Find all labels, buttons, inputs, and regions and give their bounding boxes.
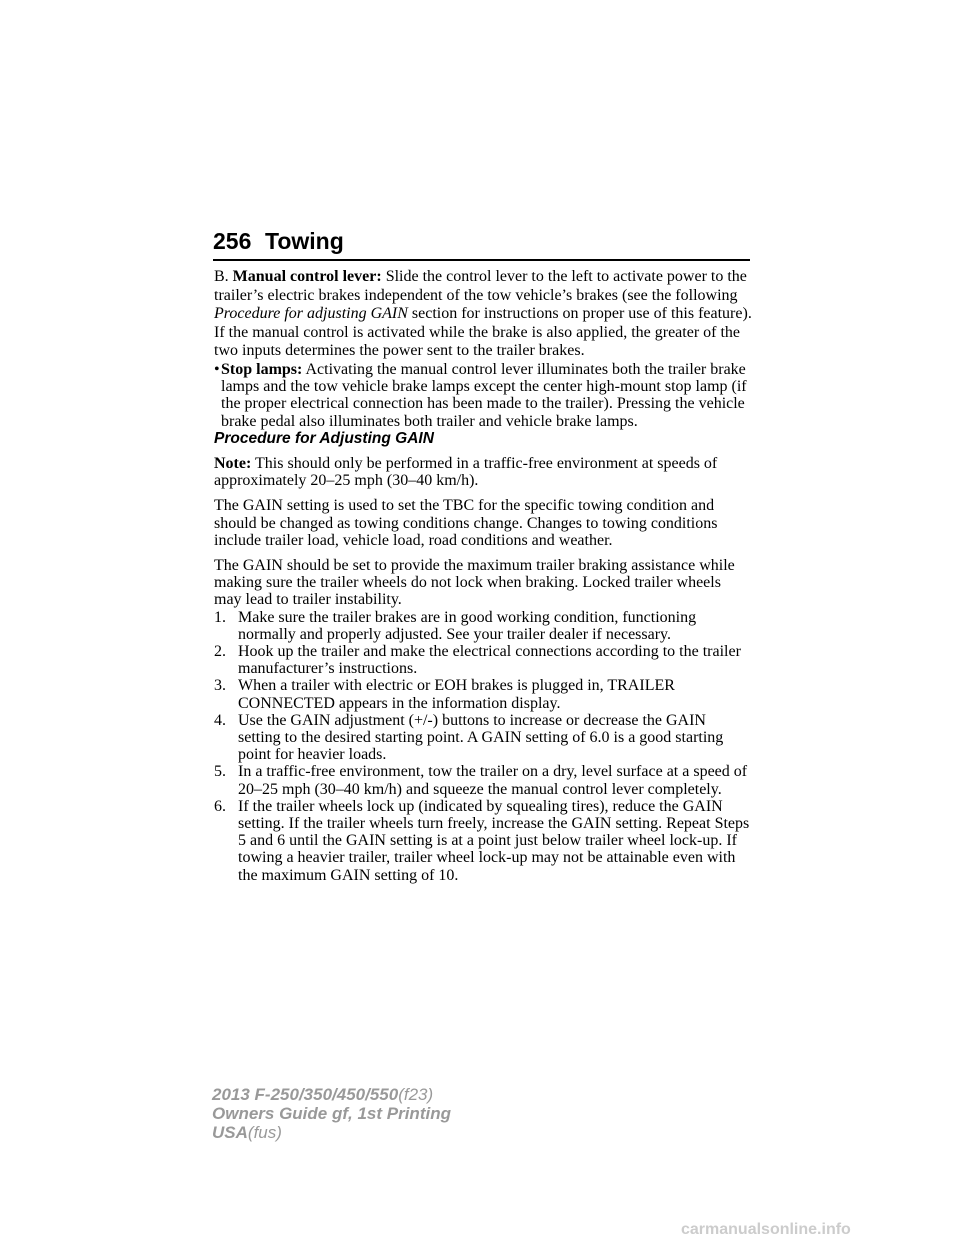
bullet-text: Activating the manual control lever illuminates both the trailer brake lamps and the tow vehicle brake lamps except the center high-mount stop lamp (if the proper electrical connection has been made to the trailer). Pressing the vehicle brake pedal also illuminates both trailer and vehicle brake lamps. <box>221 360 747 430</box>
footer-line-2: Owners Guide gf, 1st Printing <box>212 1104 451 1123</box>
footer-line-1 <box>212 1085 451 1104</box>
page-body <box>214 268 752 884</box>
page-footer <box>212 1085 451 1142</box>
note-paragraph <box>214 455 752 489</box>
item-b-label: Manual control lever: <box>232 268 382 285</box>
item-b-text-2: section for instructions on proper use of this feature). If the manual control is activated while the brake is also applied, the greater of the two inputs determines the power sent to the trailer brakes. <box>214 305 752 360</box>
section-title: Towing <box>265 228 344 254</box>
bullet-symbol: • <box>214 360 220 378</box>
step-text: Use the GAIN adjustment (+/-) buttons to increase or decrease the GAIN setting to the desired starting point. A GAIN setting of 6.0 is a good starting point for heavier loads. <box>238 711 724 764</box>
step-number: 5. <box>214 763 226 781</box>
note-label: Note: <box>214 454 252 472</box>
step-item <box>214 798 752 884</box>
footer-market-code: (fus) <box>247 1123 282 1142</box>
footer-line-3 <box>212 1123 451 1142</box>
page-number: 256 <box>213 228 252 254</box>
step-text: In a traffic-free environment, tow the trailer on a dry, level surface at a speed of 20–25 mph (30–40 km/h) and squeeze the manual control lever completely. <box>238 763 748 798</box>
footer-model-code: (f23) <box>398 1085 434 1104</box>
step-item <box>214 609 752 643</box>
step-text: Hook up the trailer and make the electrical connections according to the trailer manufacturer’s instructions. <box>238 643 741 678</box>
step-item <box>214 643 752 677</box>
note-text: This should only be performed in a traffic-free environment at speeds of approximately 20–25 mph (30–40 km/h). <box>214 454 718 490</box>
step-number: 2. <box>214 643 226 661</box>
step-number: 6. <box>214 797 226 815</box>
step-item <box>214 712 752 764</box>
footer-market: USA <box>212 1123 248 1142</box>
watermark: carmanualsonline.info <box>681 1221 851 1238</box>
header-divider <box>213 259 750 261</box>
item-b-prefix: B. <box>214 268 233 285</box>
bullet-text-block <box>221 361 752 430</box>
step-number: 1. <box>214 608 226 626</box>
item-b-text-1: Slide the control lever to the left to activate power to the trailer’s electric brakes independent of the tow vehicle’s brakes (see the following <box>214 268 747 304</box>
step-item <box>214 763 752 797</box>
step-text: If the trailer wheels lock up (indicated by squealing tires), reduce the GAIN setting. If the trailer wheels turn freely, increase the GAIN setting. Repeat Steps 5 and 6 until the GAIN setting is at a point just below trailer wheel lock-up. If towing a heavier trailer, trailer wheel lock-up may not be attainable even with the maximum GAIN setting of 10. <box>238 797 750 884</box>
item-b-paragraph <box>214 268 752 361</box>
step-item <box>214 677 752 711</box>
bullet-label: Stop lamps: <box>221 360 303 378</box>
step-number: 3. <box>214 677 226 695</box>
paragraph-gain-setting: The GAIN setting is used to set the TBC for the specific towing condition and should be changed as towing conditions change. Changes to towing conditions include trailer load, vehicle load, road conditions and weather. <box>214 497 718 549</box>
paragraph-gain-maximum: The GAIN should be set to provide the maximum trailer braking assistance while making sure the trailer wheels do not lock when braking. Locked trailer wheels may lead to trailer instability. <box>214 557 735 609</box>
item-b-section-reference: Procedure for adjusting GAIN <box>214 305 408 323</box>
step-text: When a trailer with electric or EOH brakes is plugged in, TRAILER CONNECTED appears in the information display. <box>238 677 675 712</box>
page-header <box>213 228 753 262</box>
step-number: 4. <box>214 711 226 729</box>
stop-lamps-bullet <box>214 361 752 430</box>
procedure-steps <box>214 609 752 884</box>
footer-model: 2013 F-250/350/450/550 <box>212 1085 399 1104</box>
subheading: Procedure for Adjusting GAIN <box>214 429 434 447</box>
step-text: Make sure the trailer brakes are in good working condition, functioning normally and properly adjusted. See your trailer dealer if necessary. <box>238 608 697 643</box>
